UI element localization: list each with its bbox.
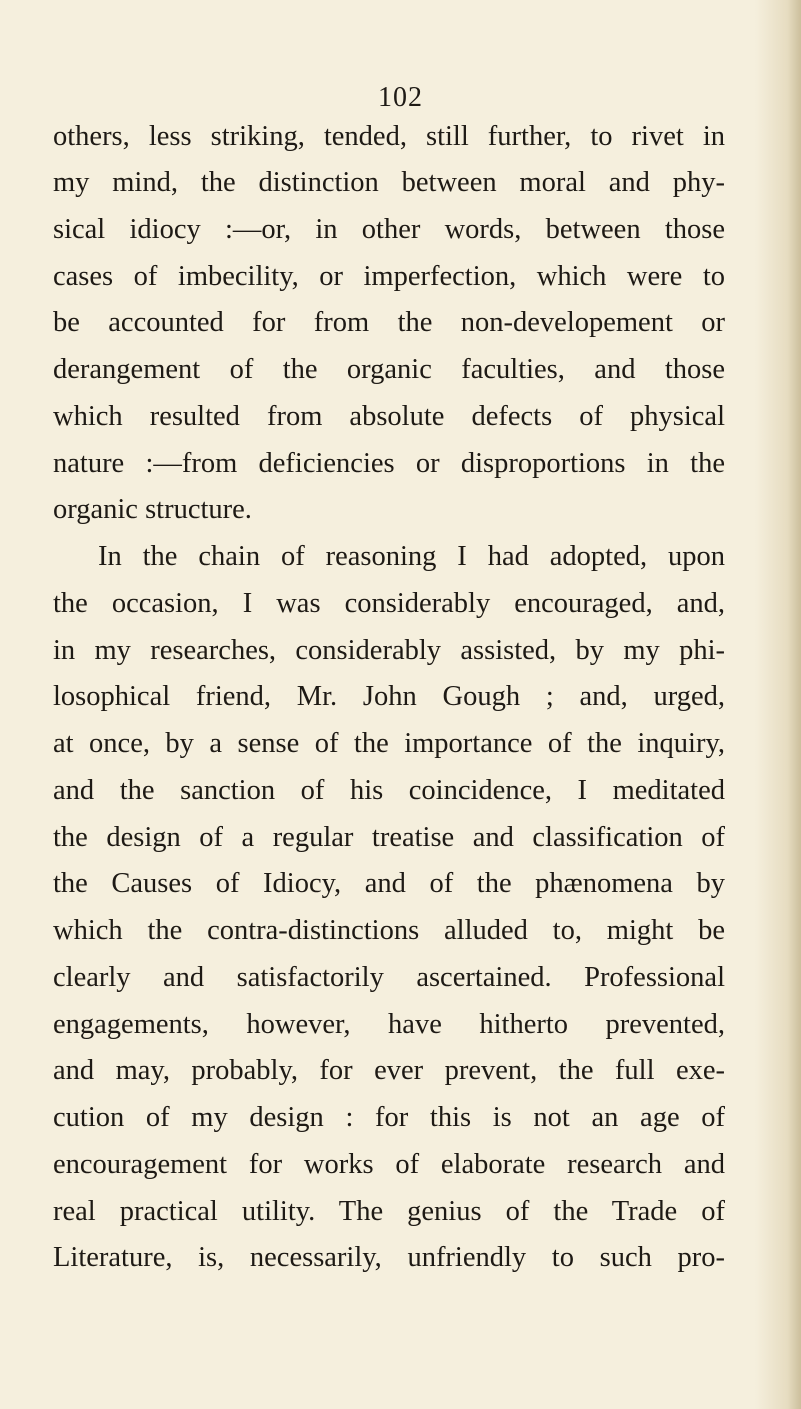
text-line: the occasion, I was considerably encouraged, and, — [53, 588, 725, 619]
text-line: cases of imbecility, or imperfection, which were to — [53, 261, 725, 292]
text-line: at once, by a sense of the importance of the inquiry, — [53, 728, 725, 759]
page-number: 102 — [378, 82, 423, 113]
text-line: cution of my design : for this is not an age of — [53, 1102, 725, 1133]
text-line: organic structure. — [53, 494, 252, 525]
text-line: losophical friend, Mr. John Gough ; and, urged, — [53, 681, 725, 712]
text-line: my mind, the distinction between moral and phy- — [53, 167, 725, 198]
text-line: derangement of the organic faculties, and those — [53, 354, 725, 385]
text-line: Literature, is, necessarily, unfriendly to such pro- — [53, 1242, 725, 1273]
text-line: nature :—from deficiencies or disproportions in the — [53, 448, 725, 479]
text-line: which resulted from absolute defects of physical — [53, 401, 725, 432]
text-line: which the contra-distinctions alluded to, might be — [53, 915, 725, 946]
text-line: In the chain of reasoning I had adopted, upon — [98, 541, 725, 572]
page-edge-shading — [755, 0, 801, 1409]
text-line: be accounted for from the non-developement or — [53, 307, 725, 338]
text-line: real practical utility. The genius of the Trade of — [53, 1196, 725, 1227]
text-line: and may, probably, for ever prevent, the full exe- — [53, 1055, 725, 1086]
text-line: the design of a regular treatise and classification of — [53, 822, 725, 853]
text-line: encouragement for works of elaborate research and — [53, 1149, 725, 1180]
text-line: the Causes of Idiocy, and of the phænomena by — [53, 868, 725, 899]
text-line: sical idiocy :—or, in other words, between those — [53, 214, 725, 245]
text-line: others, less striking, tended, still further, to rivet in — [53, 121, 725, 152]
text-line: in my researches, considerably assisted, by my phi- — [53, 635, 725, 666]
text-line: engagements, however, have hitherto prevented, — [53, 1009, 725, 1040]
text-line: clearly and satisfactorily ascertained. Professional — [53, 962, 725, 993]
text-line: and the sanction of his coincidence, I meditated — [53, 775, 725, 806]
